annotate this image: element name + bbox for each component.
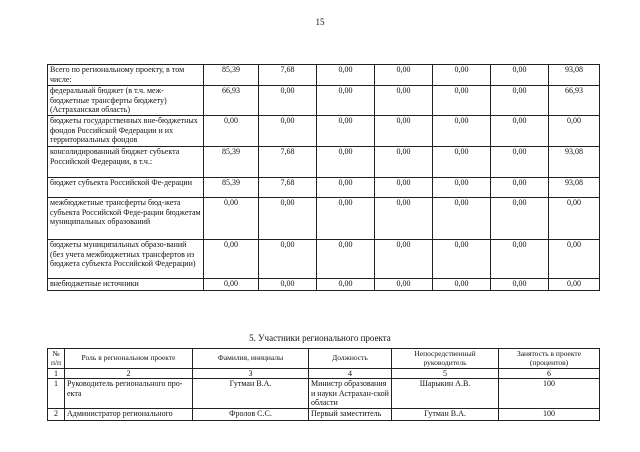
position-cell: Первый заместитель xyxy=(309,409,392,421)
name-cell: Гутман В.А. xyxy=(193,379,309,409)
value-cell: 0,00 xyxy=(491,116,549,147)
position-cell: Министр образования и науки Астрахан-ской области xyxy=(309,379,392,409)
value-cell: 0,00 xyxy=(433,86,491,116)
value-cell: 0,00 xyxy=(317,86,375,116)
row-label: бюджеты муниципальных образо-ваний (без учета межбюджетных трансфертов из бюджета субъекта Российской Федерации) xyxy=(48,240,204,279)
row-number: 1 xyxy=(48,379,65,409)
value-cell: 0,00 xyxy=(491,178,549,198)
value-cell: 66,93 xyxy=(549,86,600,116)
table-row xyxy=(48,147,600,178)
value-cell: 0,00 xyxy=(204,198,259,240)
header-cell: Должность xyxy=(309,349,392,369)
value-cell: 0,00 xyxy=(433,240,491,279)
value-cell: 85,39 xyxy=(204,65,259,86)
value-cell: 0,00 xyxy=(204,279,259,291)
table-row xyxy=(48,409,600,421)
index-cell: 5 xyxy=(392,369,499,379)
value-cell: 0,00 xyxy=(204,240,259,279)
value-cell: 0,00 xyxy=(259,198,317,240)
section-title: 5. Участники регионального проекта xyxy=(249,333,391,343)
value-cell: 7,68 xyxy=(259,65,317,86)
value-cell: 85,39 xyxy=(204,147,259,178)
value-cell: 0,00 xyxy=(433,279,491,291)
value-cell: 0,00 xyxy=(259,86,317,116)
participants-table xyxy=(47,348,600,421)
value-cell: 85,39 xyxy=(204,178,259,198)
value-cell: 0,00 xyxy=(491,86,549,116)
index-cell: 2 xyxy=(65,369,193,379)
value-cell: 0,00 xyxy=(549,279,600,291)
value-cell: 0,00 xyxy=(317,279,375,291)
role-cell: Руководитель регионального про-екта xyxy=(65,379,193,409)
table-row xyxy=(48,65,600,86)
value-cell: 0,00 xyxy=(375,240,433,279)
table-row xyxy=(48,198,600,240)
value-cell: 0,00 xyxy=(317,240,375,279)
index-cell: 6 xyxy=(499,369,600,379)
supervisor-cell: Гутман В.А. xyxy=(392,409,499,421)
value-cell: 0,00 xyxy=(375,116,433,147)
row-label: Всего по региональному проекту, в том числе: xyxy=(48,65,204,86)
row-label: консолидированный бюджет субъекта Российской Федерации, в т.ч.: xyxy=(48,147,204,178)
value-cell: 66,93 xyxy=(204,86,259,116)
value-cell: 0,00 xyxy=(375,86,433,116)
value-cell: 93,08 xyxy=(549,178,600,198)
header-cell: Роль в региональном проекте xyxy=(65,349,193,369)
header-cell: Занятость в проекте (процентов) xyxy=(499,349,600,369)
value-cell: 0,00 xyxy=(491,65,549,86)
row-label: внебюджетные источники xyxy=(48,279,204,291)
value-cell: 7,68 xyxy=(259,178,317,198)
header-cell: № п/п xyxy=(48,349,65,369)
value-cell: 0,00 xyxy=(317,65,375,86)
table-row xyxy=(48,379,600,409)
value-cell: 0,00 xyxy=(549,240,600,279)
table-row xyxy=(48,279,600,291)
supervisor-cell: Шарыкин А.В. xyxy=(392,379,499,409)
role-cell: Администратор регионального xyxy=(65,409,193,421)
value-cell: 93,08 xyxy=(549,147,600,178)
index-cell: 3 xyxy=(193,369,309,379)
budget-table xyxy=(47,64,600,291)
page-number: 15 xyxy=(315,17,325,27)
value-cell: 0,00 xyxy=(433,147,491,178)
value-cell: 0,00 xyxy=(259,116,317,147)
participants-index-row xyxy=(48,369,600,379)
row-label: федеральный бюджет (в т.ч. меж-бюджетные трансферты бюджету) (Астраханская область) xyxy=(48,86,204,116)
value-cell: 0,00 xyxy=(317,147,375,178)
header-cell: Непосредственный руководитель xyxy=(392,349,499,369)
value-cell: 0,00 xyxy=(317,198,375,240)
value-cell: 0,00 xyxy=(433,198,491,240)
index-cell: 1 xyxy=(48,369,65,379)
value-cell: 7,68 xyxy=(259,147,317,178)
value-cell: 0,00 xyxy=(433,178,491,198)
name-cell: Фролов С.С. xyxy=(193,409,309,421)
value-cell: 0,00 xyxy=(433,65,491,86)
table-row xyxy=(48,116,600,147)
value-cell: 0,00 xyxy=(204,116,259,147)
value-cell: 0,00 xyxy=(375,198,433,240)
table-row xyxy=(48,178,600,198)
row-label: межбюджетные трансферты бюд-жета субъекта Российской Феде-рации бюджетам муниципальных образований xyxy=(48,198,204,240)
value-cell: 0,00 xyxy=(375,178,433,198)
value-cell: 0,00 xyxy=(317,178,375,198)
row-number: 2 xyxy=(48,409,65,421)
table-row xyxy=(48,240,600,279)
value-cell: 0,00 xyxy=(549,198,600,240)
value-cell: 0,00 xyxy=(317,116,375,147)
participants-header-row xyxy=(48,349,600,369)
value-cell: 0,00 xyxy=(491,240,549,279)
value-cell: 0,00 xyxy=(375,279,433,291)
value-cell: 0,00 xyxy=(375,147,433,178)
value-cell: 0,00 xyxy=(259,279,317,291)
value-cell: 93,08 xyxy=(549,65,600,86)
value-cell: 0,00 xyxy=(491,279,549,291)
index-cell: 4 xyxy=(309,369,392,379)
row-label: бюджет субъекта Российской Фе-дерации xyxy=(48,178,204,198)
table-row xyxy=(48,86,600,116)
value-cell: 0,00 xyxy=(491,147,549,178)
value-cell: 0,00 xyxy=(375,65,433,86)
load-cell: 100 xyxy=(499,379,600,409)
value-cell: 0,00 xyxy=(259,240,317,279)
load-cell: 100 xyxy=(499,409,600,421)
row-label: бюджеты государственных вне-бюджетных фондов Российской Федерации и их территориальных фондов xyxy=(48,116,204,147)
value-cell: 0,00 xyxy=(433,116,491,147)
header-cell: Фамилия, инициалы xyxy=(193,349,309,369)
value-cell: 0,00 xyxy=(549,116,600,147)
value-cell: 0,00 xyxy=(491,198,549,240)
